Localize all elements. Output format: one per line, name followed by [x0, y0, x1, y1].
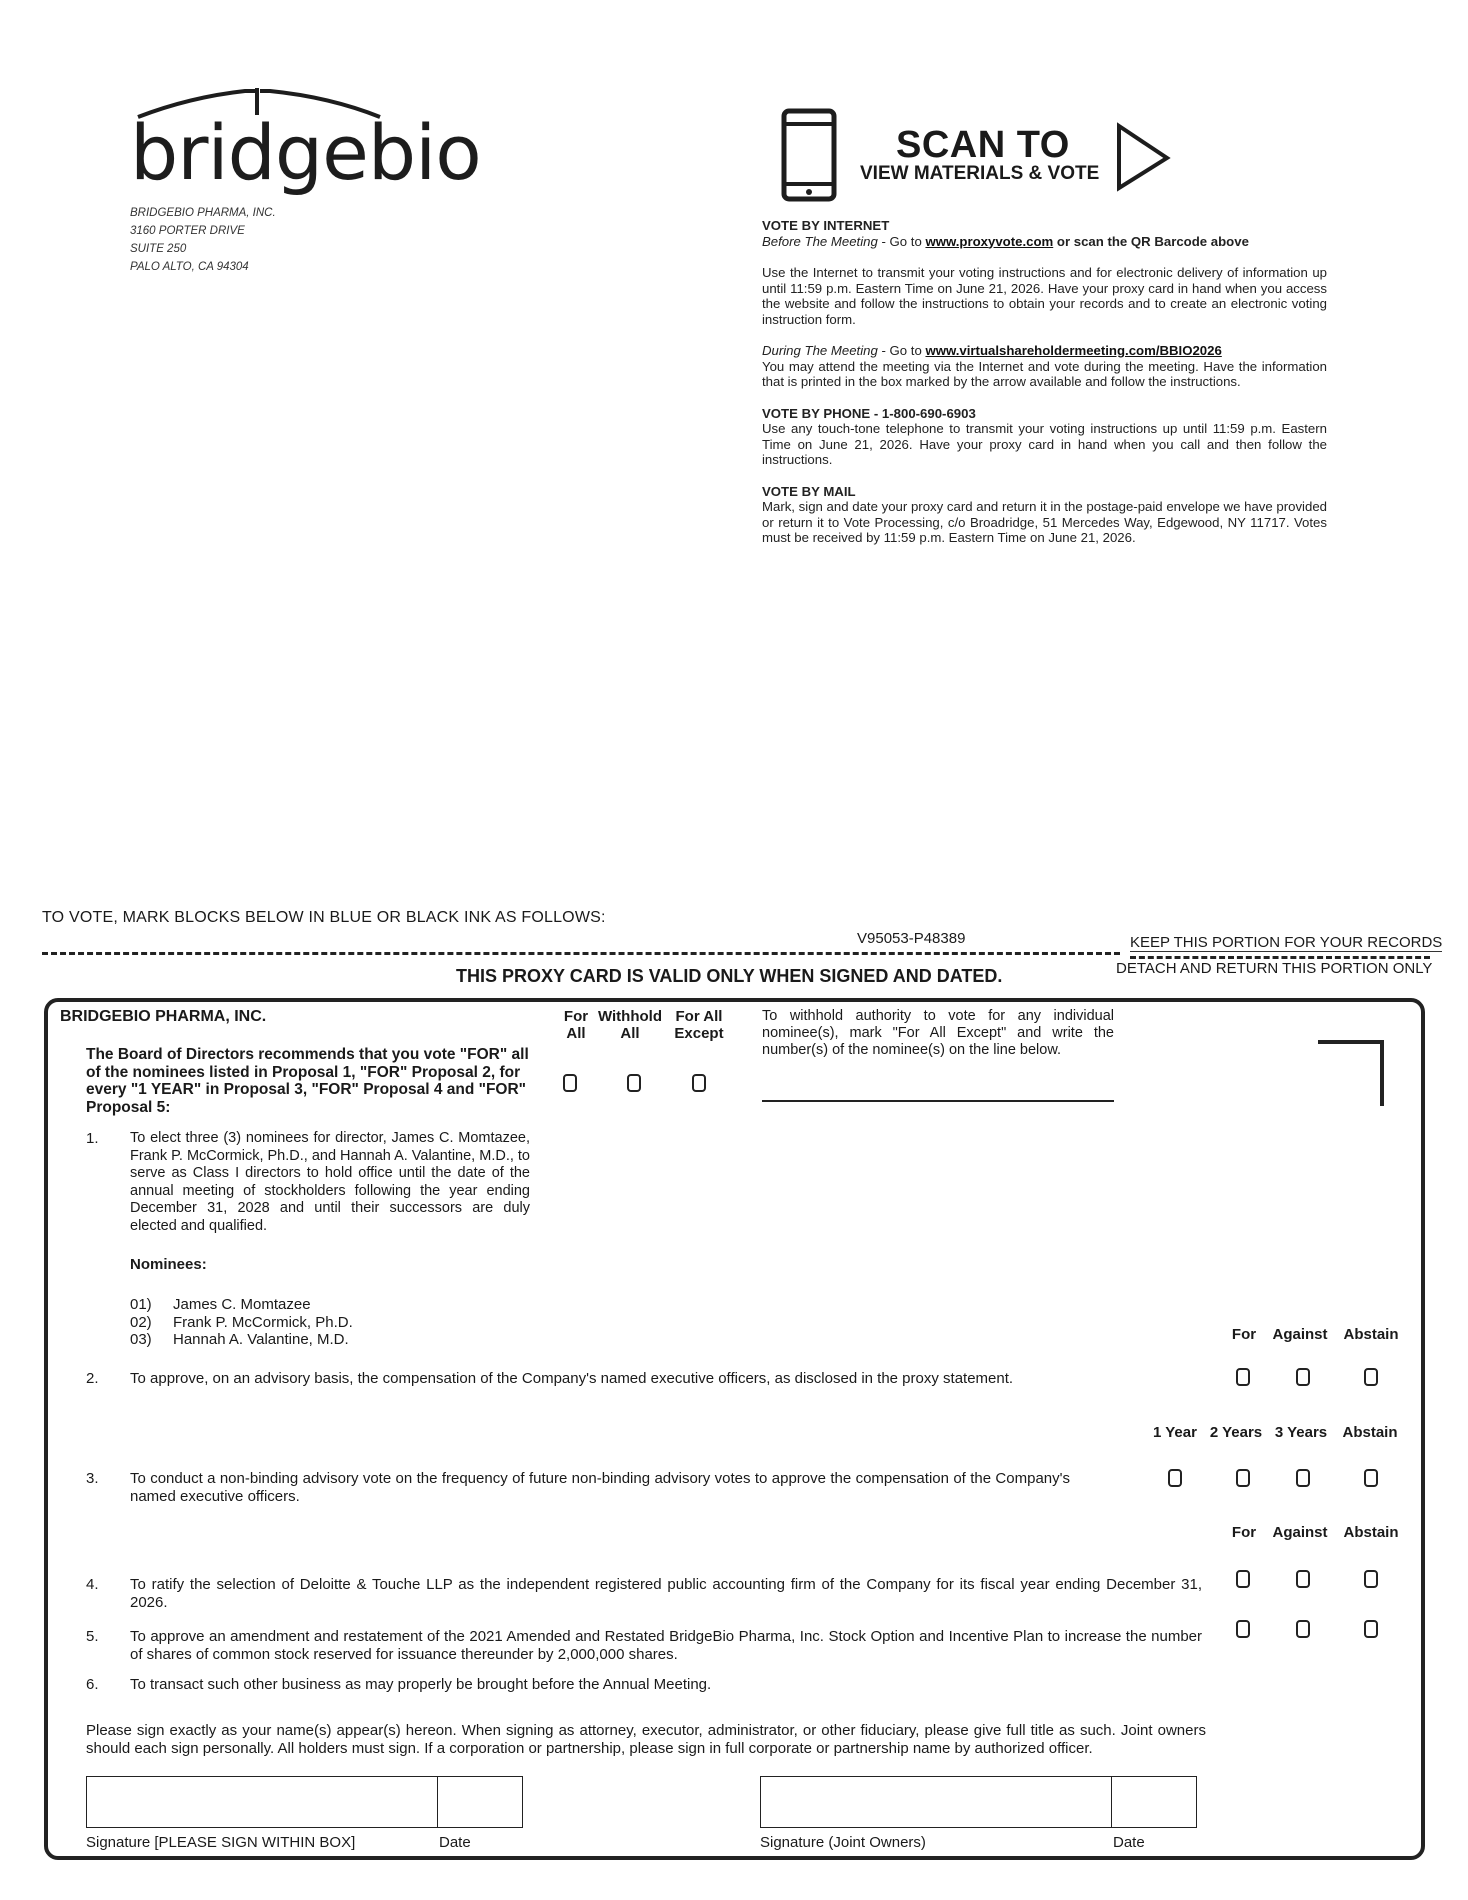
- play-arrow-icon: [1115, 122, 1175, 192]
- scan-subtitle: VIEW MATERIALS & VOTE: [860, 163, 1100, 184]
- for-all-except-checkbox[interactable]: [692, 1074, 706, 1092]
- proxyvote-link[interactable]: www.proxyvote.com: [925, 233, 1054, 249]
- board-recommendation: The Board of Directors recommends that you vote "FOR" all of the nominees listed in Proposal 1, "FOR" Proposal 2, for every "1 YEAR" in Proposal 3, "FOR" Proposal 4 and "FOR" Proposal 5:: [86, 1046, 529, 1116]
- col-2-years: 2 Years: [1209, 1424, 1263, 1441]
- joint-signature-label: Signature (Joint Owners): [760, 1834, 926, 1851]
- p2-against-checkbox[interactable]: [1296, 1368, 1310, 1386]
- address-line: SUITE 250: [130, 243, 187, 255]
- nominee-name: James C. Momtazee: [173, 1296, 311, 1313]
- phone-icon: [780, 108, 840, 203]
- virtual-meeting-link[interactable]: www.virtualshareholdermeeting.com/BBIO2026: [925, 343, 1222, 358]
- col-1-year: 1 Year: [1153, 1424, 1197, 1441]
- goto-text: - Go to: [877, 233, 926, 249]
- col-against: Against: [1272, 1326, 1328, 1343]
- phone-body: Use any touch-tone telephone to transmit your voting instructions up until 11:59 p.m. Eastern Time on June 21, 2026. Have your proxy card in hand when you call and then follow the instructions.: [762, 421, 1327, 467]
- p4-against-checkbox[interactable]: [1296, 1570, 1310, 1588]
- during-meeting-label: During The Meeting: [762, 343, 878, 358]
- card-company-name: BRIDGEBIO PHARMA, INC.: [60, 1008, 267, 1025]
- joint-date-box[interactable]: [1111, 1776, 1197, 1828]
- col-abstain: Abstain: [1343, 1326, 1399, 1343]
- col-against: Against: [1272, 1524, 1328, 1541]
- valid-notice: THIS PROXY CARD IS VALID ONLY WHEN SIGNED AND DATED.: [456, 966, 1003, 986]
- during-body: You may attend the meeting via the Internet and vote during the meeting. Have the information that is printed in the box marked by the arrow available and follow the instructions.: [762, 358, 1327, 389]
- proposal-2-number: 2.: [86, 1370, 99, 1387]
- voting-instructions: [762, 218, 1327, 562]
- date-box[interactable]: [437, 1776, 523, 1828]
- col-line: All: [566, 1025, 586, 1042]
- detach-dashed-line: [42, 952, 1120, 955]
- signature-box[interactable]: [86, 1776, 438, 1828]
- proposal-6-number: 6.: [86, 1676, 99, 1693]
- nominee-name: Frank P. McCormick, Ph.D.: [173, 1313, 353, 1331]
- detach-portion-text: DETACH AND RETURN THIS PORTION ONLY: [1116, 960, 1433, 977]
- proposal-1-number: 1.: [86, 1130, 99, 1147]
- withhold-note: To withhold authority to vote for any individual nominee(s), mark "For All Except" and write the number(s) of the nominee(s) on the line below.: [762, 1008, 1114, 1058]
- internet-heading: VOTE BY INTERNET: [762, 218, 890, 233]
- col-for: For: [1231, 1326, 1257, 1343]
- list-item: [130, 1314, 353, 1332]
- nominee-number: 02): [130, 1313, 152, 1331]
- p3-2-years-checkbox[interactable]: [1236, 1469, 1250, 1487]
- nominee-number-input-line[interactable]: [762, 1100, 1114, 1102]
- logo-wordmark: bridgebio: [130, 108, 481, 197]
- proposal-4-number: 4.: [86, 1576, 99, 1593]
- bridgebio-logo: [130, 85, 481, 200]
- list-item: [130, 1331, 353, 1349]
- proposal-5-text: To approve an amendment and restatement of the 2021 Amended and Restated BridgeBio Pharma, Inc. Stock Option and Incentive Plan to increase the number of shares of common stock reserved for issuance thereunder by 2,000,000 shares.: [130, 1628, 1202, 1663]
- col-line: For All: [675, 1008, 723, 1025]
- mark-instruction: TO VOTE, MARK BLOCKS BELOW IN BLUE OR BLACK INK AS FOLLOWS:: [42, 909, 606, 926]
- nominee-number: 01): [130, 1296, 152, 1313]
- scan-to-vote-banner: [780, 108, 1180, 203]
- withhold-all-checkbox[interactable]: [627, 1074, 641, 1092]
- p4-for-checkbox[interactable]: [1236, 1570, 1250, 1588]
- signature-label: Signature [PLEASE SIGN WITHIN BOX]: [86, 1834, 356, 1851]
- col-line: Except: [674, 1025, 724, 1042]
- for-all-checkbox[interactable]: [563, 1074, 577, 1092]
- joint-date-label: Date: [1113, 1834, 1145, 1851]
- p2-for-checkbox[interactable]: [1236, 1368, 1250, 1386]
- goto-text: - Go to: [877, 343, 926, 358]
- date-label: Date: [439, 1834, 471, 1851]
- signing-instructions: Please sign exactly as your name(s) appear(s) hereon. When signing as attorney, executor, administrator, or other fiduciary, please give full title as such. Joint owners should each sign personally. All holders must sign. If a corporation or partnership, please sign in full corporate or partnership name by authorized officer.: [86, 1722, 1206, 1757]
- scan-title: SCAN TO: [896, 124, 1070, 166]
- list-item: [130, 1296, 353, 1314]
- proposal-6-text: To transact such other business as may properly be brought before the Annual Meeting.: [130, 1676, 712, 1693]
- proposal-3-text: To conduct a non-binding advisory vote on the frequency of future non-binding advisory votes to approve the compensation of the Company's named executive officers.: [130, 1470, 1070, 1505]
- col-line: For: [563, 1008, 589, 1025]
- address-line: PALO ALTO, CA 94304: [130, 261, 249, 273]
- col-abstain: Abstain: [1343, 1524, 1399, 1541]
- p3-1-year-checkbox[interactable]: [1168, 1469, 1182, 1487]
- nominees-heading: Nominees:: [130, 1256, 207, 1273]
- col-for: For: [1231, 1524, 1257, 1541]
- mail-heading: VOTE BY MAIL: [762, 483, 856, 499]
- joint-signature-box[interactable]: [760, 1776, 1112, 1828]
- qr-note: or scan the QR Barcode above: [1053, 233, 1249, 249]
- col-3-years: 3 Years: [1274, 1424, 1328, 1441]
- mail-body: Mark, sign and date your proxy card and return it in the postage-paid envelope we have provided or return it to Vote Processing, c/o Broadridge, 51 Mercedes Way, Edgewood, NY 11717. Votes must be received by 11:59 p.m. Eastern Time on June 21, 2026.: [762, 499, 1327, 545]
- keep-portion-text: KEEP THIS PORTION FOR YOUR RECORDS: [1130, 934, 1443, 951]
- nominee-list: [130, 1296, 353, 1349]
- control-number: V95053-P48389: [857, 930, 966, 947]
- nominee-name: Hannah A. Valantine, M.D.: [173, 1331, 349, 1348]
- proposal-1-text: To elect three (3) nominees for director, James C. Momtazee, Frank P. McCormick, Ph.D., and Hannah A. Valantine, M.D., to serve as Class I directors to hold office until the date of the annual meeting of stockholders following the year ending December 31, 2028 and until their successors are duly elected and qualified.: [130, 1130, 530, 1234]
- company-address: [130, 204, 276, 276]
- col-freq-abstain: Abstain: [1342, 1424, 1398, 1441]
- proposal-4-text: To ratify the selection of Deloitte & Touche LLP as the independent registered public accounting firm of the Company for its fiscal year ending December 31, 2026.: [130, 1576, 1202, 1611]
- p4-abstain-checkbox[interactable]: [1364, 1570, 1378, 1588]
- corner-mark: [1318, 1040, 1384, 1106]
- col-line: All: [620, 1025, 640, 1042]
- proposal-2-text: To approve, on an advisory basis, the compensation of the Company's named executive officers, as disclosed in the proxy statement.: [130, 1370, 1014, 1387]
- before-meeting-label: Before The Meeting: [762, 233, 878, 249]
- address-line: 3160 PORTER DRIVE: [130, 225, 245, 237]
- address-line: BRIDGEBIO PHARMA, INC.: [130, 207, 276, 219]
- proposal-5-number: 5.: [86, 1628, 99, 1645]
- col-for-all-except: [666, 1008, 732, 1042]
- col-withhold-all: [592, 1008, 668, 1042]
- phone-heading: VOTE BY PHONE - 1-800-690-6903: [762, 405, 976, 421]
- nominee-number: 03): [130, 1331, 152, 1348]
- p5-abstain-checkbox[interactable]: [1364, 1620, 1378, 1638]
- p5-for-checkbox[interactable]: [1236, 1620, 1250, 1638]
- p5-against-checkbox[interactable]: [1296, 1620, 1310, 1638]
- p2-abstain-checkbox[interactable]: [1364, 1368, 1378, 1386]
- internet-body: Use the Internet to transmit your voting instructions and for electronic delivery of information up until 11:59 p.m. Eastern Time on June 21, 2026. Have your proxy card in hand when you access the website and follow the instructions to obtain your records and to create an electronic voting instruction form.: [762, 265, 1327, 327]
- p3-abstain-checkbox[interactable]: [1364, 1469, 1378, 1487]
- col-line: Withhold: [597, 1008, 662, 1025]
- proposal-3-number: 3.: [86, 1470, 99, 1487]
- p3-3-years-checkbox[interactable]: [1296, 1469, 1310, 1487]
- keep-dashed-line: [1130, 956, 1430, 959]
